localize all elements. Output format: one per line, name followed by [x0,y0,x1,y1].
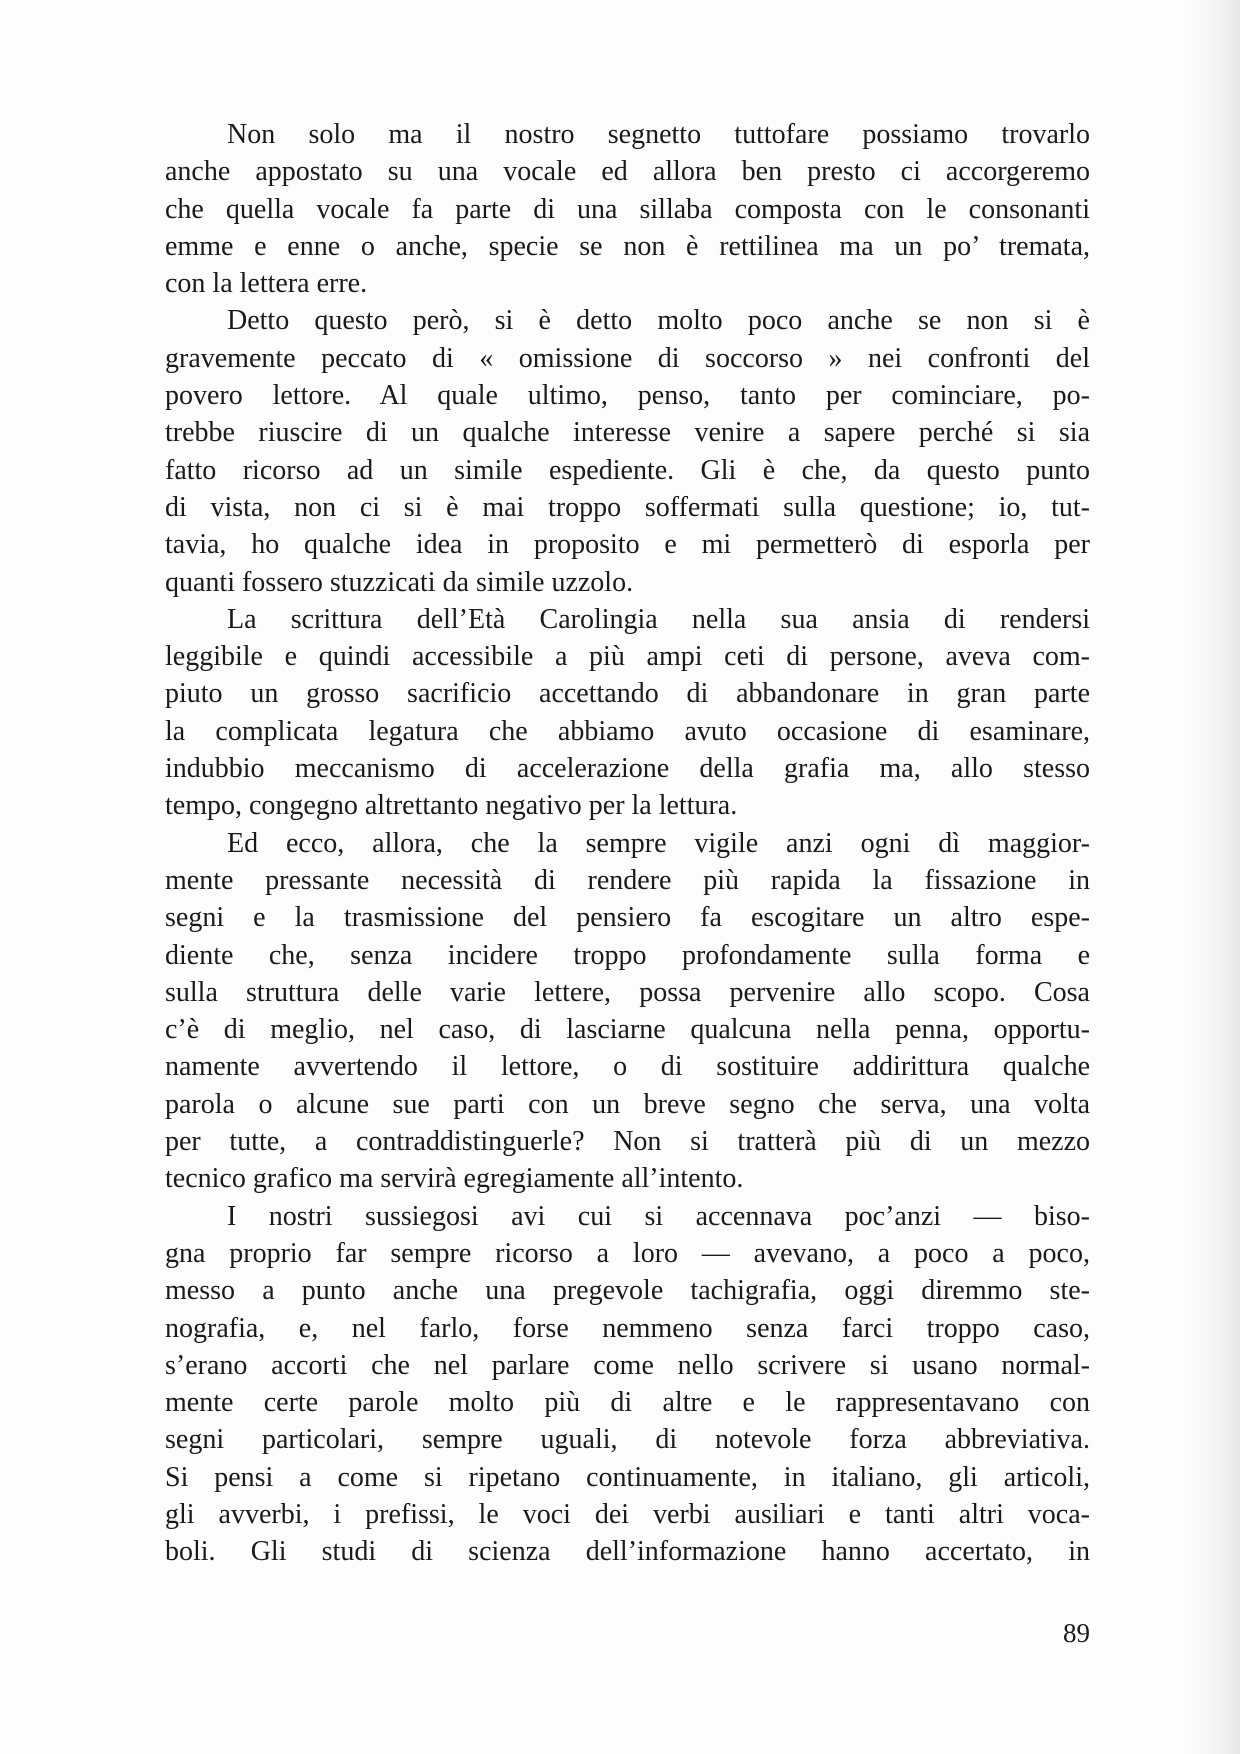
text-line: anche appostato su una vocale ed allora ben presto ci accorgeremo [165,156,1090,188]
text-line: mente certe parole molto più di altre e le rappresentavano con [165,1387,1090,1419]
text-line: Ed ecco, allora, che la sempre vigile anzi ogni dì maggior- [227,827,1090,859]
text-line: tempo, congegno altrettanto negativo per la lettura. [165,790,738,822]
text-line: Detto questo però, si è detto molto poco anche se non si è [227,305,1090,337]
paragraph [165,302,1090,600]
text-line: segni e la trasmissione del pensiero fa escogitare un altro espe- [165,902,1090,934]
text-line: trebbe riuscire di un qualche interesse venire a sapere perché si sia [165,417,1090,449]
text-line: sulla struttura delle varie lettere, possa pervenire allo scopo. Cosa [165,976,1090,1008]
text-line: Non solo ma il nostro segnetto tuttofare possiamo trovarlo [227,119,1090,150]
text-line: parola o alcune sue parti con un breve segno che serva, una volta [165,1088,1090,1120]
text-line: segni particolari, sempre uguali, di notevole forza abbreviativa. [165,1424,1090,1456]
text-line: che quella vocale fa parte di una sillaba composta con le consonanti [165,193,1090,225]
text-line: tecnico grafico ma servirà egregiamente all’intento. [165,1163,744,1195]
text-line: c’è di meglio, nel caso, di lasciarne qualcuna nella penna, opportu- [165,1014,1090,1046]
text-line: leggibile e quindi accessibile a più ampi ceti di persone, aveva com- [165,641,1090,673]
text-line: boli. Gli studi di scienza dell’informazione hanno accertato, in [165,1536,1090,1568]
body-text [165,116,1090,1571]
text-line: la complicata legatura che abbiamo avuto occasione di esaminare, [165,715,1090,747]
text-line: indubbio meccanismo di accelerazione della grafia ma, allo stesso [165,753,1090,785]
text-line: fatto ricorso ad un simile espediente. Gli è che, da questo punto [165,454,1090,486]
text-line: piuto un grosso sacrificio accettando di abbandonare in gran parte [165,678,1090,710]
text-line: gli avverbi, i prefissi, le voci dei verbi ausiliari e tanti altri voca- [165,1498,1090,1530]
text-line: quanti fossero stuzzicati da simile uzzolo. [165,566,634,598]
text-line: diente che, senza incidere troppo profondamente sulla forma e [165,939,1090,971]
page-edge-shadow [1180,0,1240,1754]
paragraph [165,601,1090,825]
text-line: gravemente peccato di « omissione di soccorso » nei confronti del [165,342,1090,374]
text-line: messo a punto anche una pregevole tachigrafia, oggi diremmo ste- [165,1275,1090,1307]
text-line: di vista, non ci si è mai troppo soffermati sulla questione; io, tut- [165,491,1090,523]
text-line: I nostri sussiegosi avi cui si accennava poc’anzi — biso- [227,1200,1090,1232]
text-line: s’erano accorti che nel parlare come nello scrivere si usano normal- [165,1349,1090,1381]
paragraph [165,116,1090,302]
text-line: nografia, e, nel farlo, forse nemmeno senza farci troppo caso, [165,1312,1090,1344]
text-line: La scrittura dell’Età Carolingia nella sua ansia di rendersi [227,603,1090,635]
text-line: per tutte, a contraddistinguerle? Non si tratterà più di un mezzo [165,1126,1090,1158]
text-line: gna proprio far sempre ricorso a loro — avevano, a poco a poco, [165,1237,1090,1269]
paragraph [165,825,1090,1198]
text-line: povero lettore. Al quale ultimo, penso, tanto per cominciare, po- [165,380,1090,412]
page-number: 89 [1063,1618,1090,1648]
text-line: emme e enne o anche, specie se non è rettilinea ma un po’ tremata, [165,230,1090,262]
text-line: Si pensi a come si ripetano continuamente, in italiano, gli articoli, [165,1461,1090,1493]
text-line: namente avvertendo il lettore, o di sostituire addirittura qualche [165,1051,1090,1083]
text-line: tavia, ho qualche idea in proposito e mi permetterò di esporla per [165,529,1090,561]
text-line: mente pressante necessità di rendere più rapida la fissazione in [165,864,1090,896]
text-line: con la lettera erre. [165,268,368,300]
paragraph [165,1198,1090,1571]
